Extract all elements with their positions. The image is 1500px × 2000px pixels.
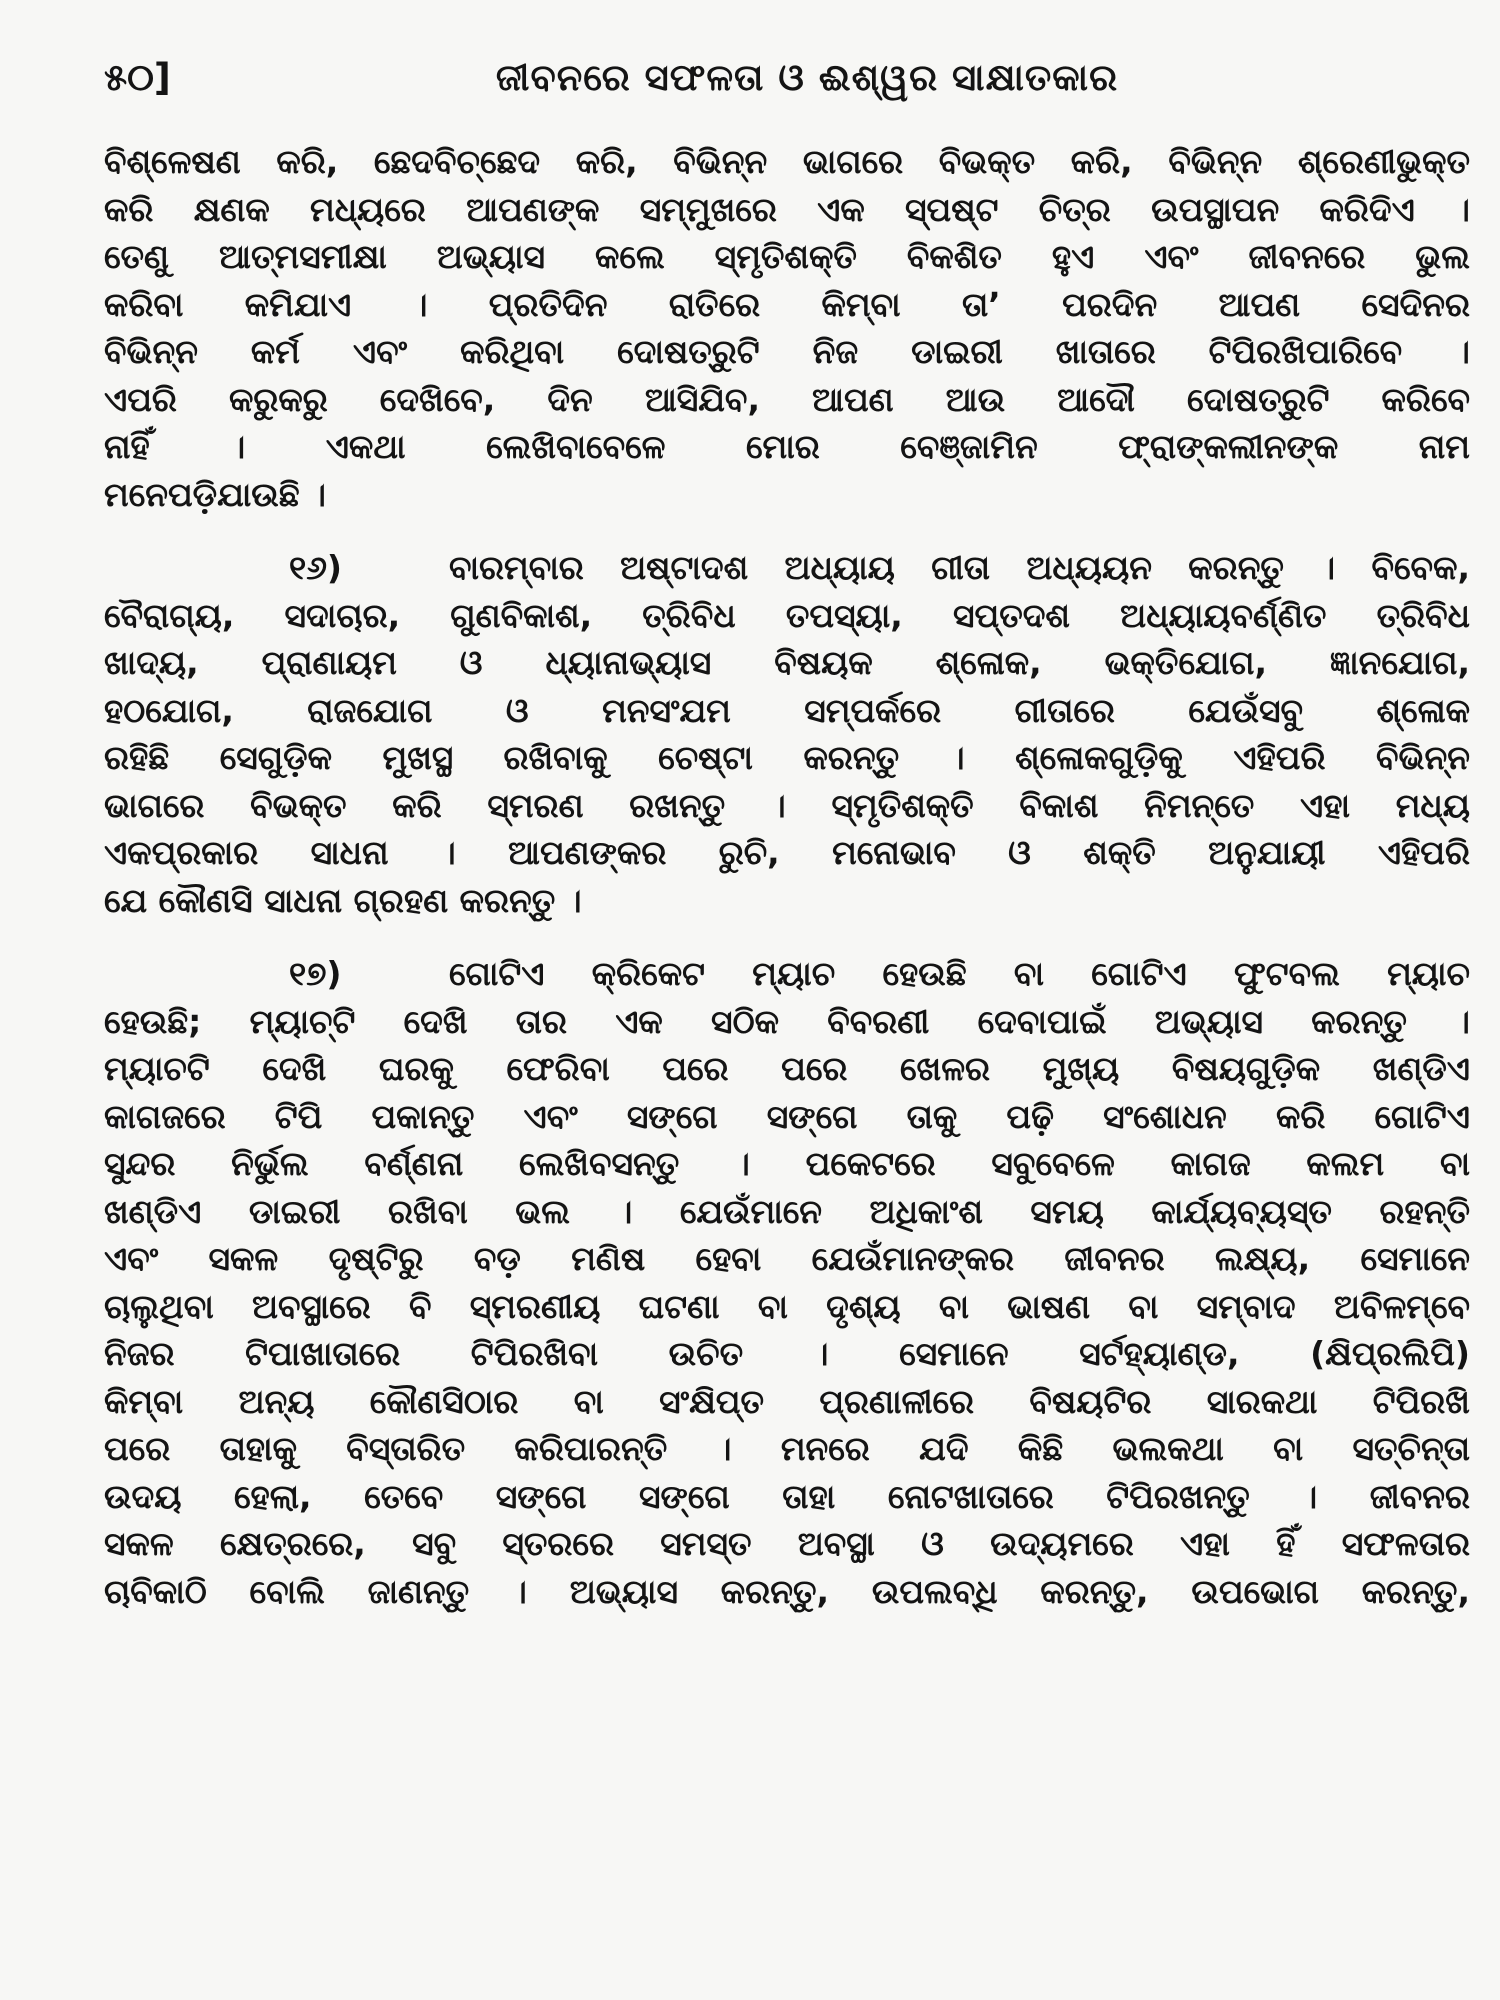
text-line: ସକଳ କ୍ଷେତ୍ରରେ, ସବୁ ସ୍ତରରେ ସମସ୍ତ ଅବସ୍ଥା ଓ ଉଦ୍ୟମରେ ଏହା ହିଁ ସଫଳତାର [104, 1524, 1470, 1563]
running-header [104, 48, 1470, 108]
text-line: ବାରମ୍ବାର ଅଷ୍ଟାଦଶ ଅଧ୍ୟାୟ ଗୀତା ଅଧ୍ୟୟନ କରନ୍ତୁ । ବିବେକ, [449, 548, 1470, 587]
text-line: ଏବଂ ସକଳ ଦୃଷ୍ଟିରୁ ବଡ଼ ମଣିଷ ହେବା ଯେଉଁମାନଙ୍କର ଜୀବନର ଲକ୍ଷ୍ୟ, ସେମାନେ [104, 1239, 1470, 1278]
text-line: ଚାବିକାଠି ବୋଲି ଜାଣନ୍ତୁ । ଅଭ୍ୟାସ କରନ୍ତୁ, ଉପଲବ୍ଧି କରନ୍ତୁ, ଉପଭୋଗ କରନ୍ତୁ, [104, 1571, 1470, 1611]
text-line: ଯେ କୌଣସି ସାଧନା ଗ୍ରହଣ କରନ୍ତୁ । [104, 880, 582, 920]
text-line: ନିଜର ଟିପାଖାତାରେ ଟିପିରଖିବା ଉଚିତ । ସେମାନେ ସର୍ଟହ୍ୟାଣ୍ଡ, (କ୍ଷିପ୍ରଲିପି) [104, 1334, 1470, 1373]
text-line: ବିଭିନ୍ନ କର୍ମ ଏବଂ କରିଥିବା ଦୋଷତ୍ରୁଟି ନିଜ ଡାଇରୀ ଖାତାରେ ଟିପିରଖିପାରିବେ । [104, 332, 1470, 371]
body-text [104, 138, 1470, 1615]
text-line: ମନେପଡ଼ିଯାଉଛି । [104, 474, 327, 514]
text-line: କରିବା କମିଯାଏ । ପ୍ରତିଦିନ ରାତିରେ କିମ୍ବା ତା’ ପରଦିନ ଆପଣ ସେଦିନର [104, 284, 1470, 324]
text-line-first [104, 544, 1470, 592]
text-line: ଚାଲୁଥିବା ଅବସ୍ଥାରେ ବି ସ୍ମରଣୀୟ ଘଟଣା ବା ଦୃଶ୍ୟ ବା ଭାଷଣ ବା ସମ୍ବାଦ ଅବିଳମ୍ବେ [104, 1286, 1470, 1326]
paragraph-16 [104, 544, 1470, 924]
paragraph-continuation [104, 138, 1470, 518]
paragraph-17 [104, 950, 1470, 1615]
text-line: ହେଉଛି; ମ୍ୟାଚ୍‌ଟି ଦେଖି ତାର ଏକ ସଠିକ ବିବରଣୀ ଦେବାପାଇଁ ଅଭ୍ୟାସ କରନ୍ତୁ । [104, 1001, 1470, 1041]
text-line: ଖଣ୍ଡିଏ ଡାଇରୀ ରଖିବା ଭଲ । ଯେଉଁମାନେ ଅଧିକାଂଶ ସମୟ କାର୍ଯ୍ୟବ୍ୟସ୍ତ ରହନ୍ତି [104, 1191, 1470, 1231]
text-line: ମ୍ୟାଚଟି ଦେଖି ଘରକୁ ଫେରିବା ପରେ ପରେ ଖେଳର ମୁଖ୍ୟ ବିଷୟଗୁଡ଼ିକ ଖଣ୍ଡିଏ [104, 1049, 1470, 1088]
text-line-first [104, 950, 1470, 998]
item-number: ୧୬) [289, 548, 342, 587]
running-title: ଜୀବନରେ ସଫଳତା ଓ ଈଶ୍ୱର ସାକ୍ଷାତକାର [495, 56, 1119, 99]
text-line: ଖାଦ୍ୟ, ପ୍ରାଣାୟମ ଓ ଧ୍ୟାନାଭ୍ୟାସ ବିଷୟକ ଶ୍ଳୋକ, ଭକ୍ତିଯୋଗ, ଜ୍ଞାନଯୋଗ, [104, 643, 1470, 682]
text-line: ଭାଗରେ ବିଭକ୍ତ କରି ସ୍ମରଣ ରଖନ୍ତୁ । ସ୍ମୃତିଶକ୍ତି ବିକାଶ ନିମନ୍ତେ ଏହା ମଧ୍ୟ [104, 785, 1470, 825]
text-line: ଏକପ୍ରକାର ସାଧନା । ଆପଣଙ୍କର ରୁଚି, ମନୋଭାବ ଓ ଶକ୍ତି ଅନୁଯାୟୀ ଏହିପରି [104, 833, 1470, 872]
text-line: ସୁନ୍ଦର ନିର୍ଭୁଲ ବର୍ଣ୍ଣନା ଲେଖିବସନ୍ତୁ । ପକେଟରେ ସବୁବେଳେ କାଗଜ କଲମ ବା [104, 1144, 1470, 1183]
text-line: ହଠଯୋଗ, ରାଜଯୋଗ ଓ ମନସଂଯମ ସମ୍ପର୍କରେ ଗୀତାରେ ଯେଉଁସବୁ ଶ୍ଳୋକ [104, 690, 1470, 730]
text-line: ଉଦୟ ହେଲା, ତେବେ ସଙ୍ଗେ ସଙ୍ଗେ ତାହା ନୋଟଖାତାରେ ଟିପିରଖନ୍ତୁ । ଜୀବନର [104, 1476, 1470, 1516]
text-line: ତେଣୁ ଆତ୍ମସମୀକ୍ଷା ଅଭ୍ୟାସ କଲେ ସ୍ମୃତିଶକ୍ତି ବିକଶିତ ହୁଏ ଏବଂ ଜୀବନରେ ଭୁଲ [104, 237, 1470, 276]
text-line: ପରେ ତାହାକୁ ବିସ୍ତାରିତ କରିପାରନ୍ତି । ମନରେ ଯଦି କିଛି ଭଲକଥା ବା ସତ୍‌ଚିନ୍ତା [104, 1429, 1470, 1468]
text-line: କାଗଜରେ ଟିପି ପକାନ୍ତୁ ଏବଂ ସଙ୍ଗେ ସଙ୍ଗେ ତାକୁ ପଢ଼ି ସଂଶୋଧନ କରି ଗୋଟିଏ [104, 1096, 1470, 1136]
page-number: ୫୦] [104, 56, 171, 99]
text-line: କିମ୍ବା ଅନ୍ୟ କୌଣସିଠାର ବା ସଂକ୍ଷିପ୍ତ ପ୍ରଣାଳୀରେ ବିଷୟଟିର ସାରକଥା ଟିପିରଖି [104, 1381, 1470, 1421]
text-line: ଏପରି କରୁକରୁ ଦେଖିବେ, ଦିନ ଆସିଯିବ, ଆପଣ ଆଉ ଆଦୌ ଦୋଷତ୍ରୁଟି କରିବେ [104, 379, 1470, 419]
text-line: ନାହିଁ । ଏକଥା ଲେଖିବାବେଳେ ମୋର ବେଞ୍ଜାମିନ ଫ୍ରାଙ୍କଲୀନଙ୍କ ନାମ [104, 427, 1470, 466]
item-number: ୧୭) [289, 954, 342, 993]
text-line: ଗୋଟିଏ କ୍ରିକେଟ ମ୍ୟାଚ ହେଉଛି ବା ଗୋଟିଏ ଫୁଟବଲ ମ୍ୟାଚ [449, 954, 1470, 993]
text-line: ବିଶ୍ଳେଷଣ କରି, ଛେଦବିଚ୍ଛେଦ କରି, ବିଭିନ୍ନ ଭାଗରେ ବିଭକ୍ତ କରି, ବିଭିନ୍ନ ଶ୍ରେଣୀଭୁକ୍ତ [104, 142, 1470, 181]
text-line: ରହିଛି ସେଗୁଡ଼ିକ ମୁଖସ୍ଥ ରଖିବାକୁ ଚେଷ୍ଟା କରନ୍ତୁ । ଶ୍ଳୋକଗୁଡ଼ିକୁ ଏହିପରି ବିଭିନ୍ନ [104, 738, 1470, 777]
text-line: କରି କ୍ଷଣକ ମଧ୍ୟରେ ଆପଣଙ୍କ ସମ୍ମୁଖରେ ଏକ ସ୍ପଷ୍ଟ ଚିତ୍ର ଉପସ୍ଥାପନ କରିଦିଏ । [104, 189, 1470, 229]
text-line: ବୈରାଗ୍ୟ, ସଦାଚାର, ଗୁଣବିକାଶ, ତ୍ରିବିଧ ତପସ୍ୟା, ସପ୍ତଦଶ ଅଧ୍ୟାୟବର୍ଣ୍ଣିତ ତ୍ରିବିଧ [104, 595, 1470, 635]
